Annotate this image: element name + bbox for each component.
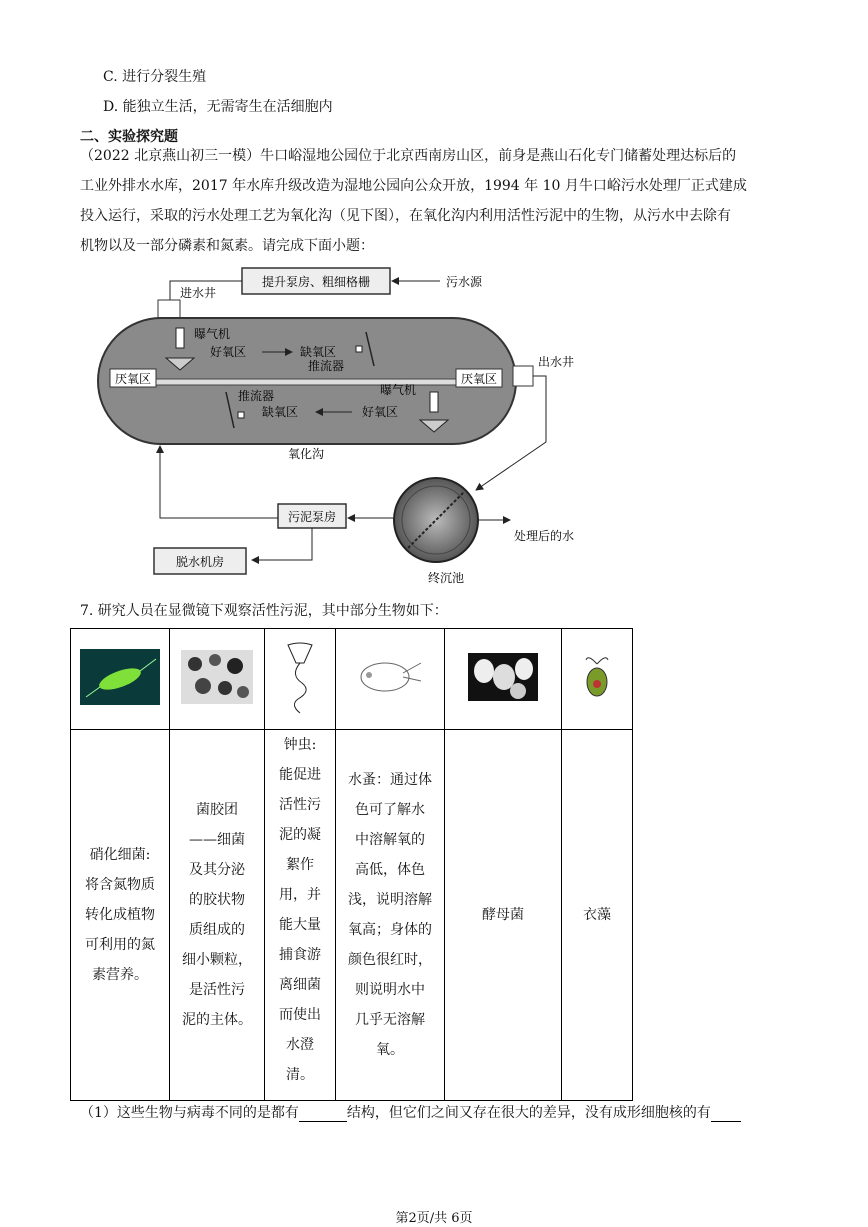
table-cell-image bbox=[170, 629, 265, 730]
sludge-pump-label: 污泥泵房 bbox=[287, 510, 337, 524]
table-cell-text bbox=[265, 730, 336, 1101]
pusher-top-square bbox=[356, 346, 362, 352]
pusher-bottom-label: 推流器 bbox=[238, 389, 275, 403]
final-clarifier-label: 终沉池 bbox=[427, 571, 465, 585]
vorticella-desc: 钟虫: 能促进 活性污 泥的凝 絮作 用，并 能大量 捕食游 离细菌 而使出 水澄 清。 bbox=[279, 737, 321, 1083]
sub-question-part1: （1）这些生物与病毒不同的是都有 bbox=[80, 1105, 299, 1121]
zoogloea-image bbox=[181, 650, 253, 704]
zoogloea-desc: 菌胶团 ——细菌 及其分泌 的胶状物 质组成的 细小颗粒， 是活性污 泥的主体。 bbox=[182, 802, 252, 1028]
sewage-source-label: 污水源 bbox=[446, 275, 483, 289]
aerator-top-label: 曝气机 bbox=[194, 327, 231, 341]
anaerobic-left-label: 厌氧区 bbox=[114, 372, 152, 386]
section-title: 二、实验探究题 bbox=[80, 129, 178, 145]
aerator-top-icon bbox=[176, 328, 184, 348]
pusher-top-label: 推流器 bbox=[308, 359, 345, 373]
table-cell-image bbox=[445, 629, 562, 730]
table-cell-text bbox=[336, 730, 445, 1101]
table-row-images bbox=[71, 629, 633, 730]
aerator-bottom-icon bbox=[430, 392, 438, 412]
page-footer: 第2页/共 6页 bbox=[395, 1211, 473, 1226]
outlet-well-label: 出水井 bbox=[538, 355, 575, 369]
yeast-desc: 酵母菌 bbox=[482, 907, 524, 923]
sludge-to-dewater-line bbox=[252, 528, 312, 560]
table-cell-text bbox=[445, 730, 562, 1101]
yeast-image bbox=[468, 653, 538, 701]
intro-line: 工业外排水水库，2017 年水库升级改造为湿地公园向公众开放，1994 年 10 月牛口峪污水处理厂正式建成 bbox=[80, 178, 747, 194]
question-7: 7. 研究人员在显微镜下观察活性污泥，其中部分生物如下： bbox=[80, 603, 448, 619]
nitrifying-bacteria-desc: 硝化细菌: 将含氮物质 转化成植物 可利用的氮 素营养。 bbox=[85, 847, 155, 983]
table-cell-image bbox=[71, 629, 170, 730]
vorticella-image bbox=[282, 639, 318, 715]
option-c: C. 进行分裂生殖 bbox=[103, 69, 207, 85]
sub-question-part2: 结构，但它们之间又存在很大的差异，没有成形细胞核的有 bbox=[346, 1105, 711, 1121]
water-flea-image bbox=[355, 655, 425, 699]
option-d: D. 能独立生活，无需寄生在活细胞内 bbox=[103, 99, 333, 115]
answer-blank-2[interactable] bbox=[711, 1105, 741, 1122]
oxidation-ditch-diagram bbox=[90, 262, 610, 592]
table-cell-image bbox=[562, 629, 633, 730]
aerobic-bottom-label: 好氧区 bbox=[362, 405, 399, 419]
anoxic-top-label: 缺氧区 bbox=[300, 345, 337, 359]
sludge-return-line bbox=[160, 446, 278, 518]
aerator-bottom-label: 曝气机 bbox=[380, 383, 417, 397]
table-row-text bbox=[71, 730, 633, 1101]
chlamydomonas-desc: 衣藻 bbox=[583, 907, 611, 923]
inlet-well-label: 进水井 bbox=[180, 286, 217, 300]
organism-table bbox=[70, 628, 633, 1101]
table-cell-image bbox=[265, 629, 336, 730]
sub-question-1 bbox=[80, 1102, 741, 1122]
dewatering-label: 脱水机房 bbox=[175, 555, 225, 569]
table-cell-text bbox=[71, 730, 170, 1101]
outlet-well-box bbox=[513, 366, 533, 386]
table-cell-text bbox=[170, 730, 265, 1101]
table-cell-text bbox=[562, 730, 633, 1101]
aerobic-top-label: 好氧区 bbox=[210, 345, 247, 359]
final-clarifier-circle bbox=[394, 478, 478, 562]
intro-line: 机物以及一部分磷素和氮素。请完成下面小题： bbox=[80, 238, 374, 254]
intro-line: 投入运行，采取的污水处理工艺为氧化沟（见下图），在氧化沟内利用活性污泥中的生物，从污水中去除有 bbox=[80, 208, 731, 224]
intro-line: （2022 北京燕山初三一模）牛口峪湿地公园位于北京西南房山区，前身是燕山石化专门储蓄处理达标后的 bbox=[80, 148, 737, 164]
nitrifying-bacteria-image bbox=[80, 649, 160, 705]
anaerobic-right-label: 厌氧区 bbox=[460, 372, 498, 386]
treated-water-label: 处理后的水 bbox=[514, 529, 575, 543]
chlamydomonas-image bbox=[582, 652, 612, 702]
intro-paragraph bbox=[80, 141, 792, 261]
water-flea-desc: 水蚤：通过体 色可了解水 中溶解氧的 高低，体色 浅，说明溶解 氧高；身体的 颜色很红时， 则说明水中 几乎无溶解 氧。 bbox=[348, 772, 432, 1058]
answer-blank-1[interactable] bbox=[299, 1105, 347, 1122]
table-cell-image bbox=[336, 629, 445, 730]
pusher-bottom-square bbox=[238, 412, 244, 418]
oxidation-ditch-label: 氧化沟 bbox=[287, 447, 325, 461]
pump-room-label: 提升泵房、粗细格栅 bbox=[261, 275, 371, 289]
anoxic-bottom-label: 缺氧区 bbox=[262, 405, 299, 419]
